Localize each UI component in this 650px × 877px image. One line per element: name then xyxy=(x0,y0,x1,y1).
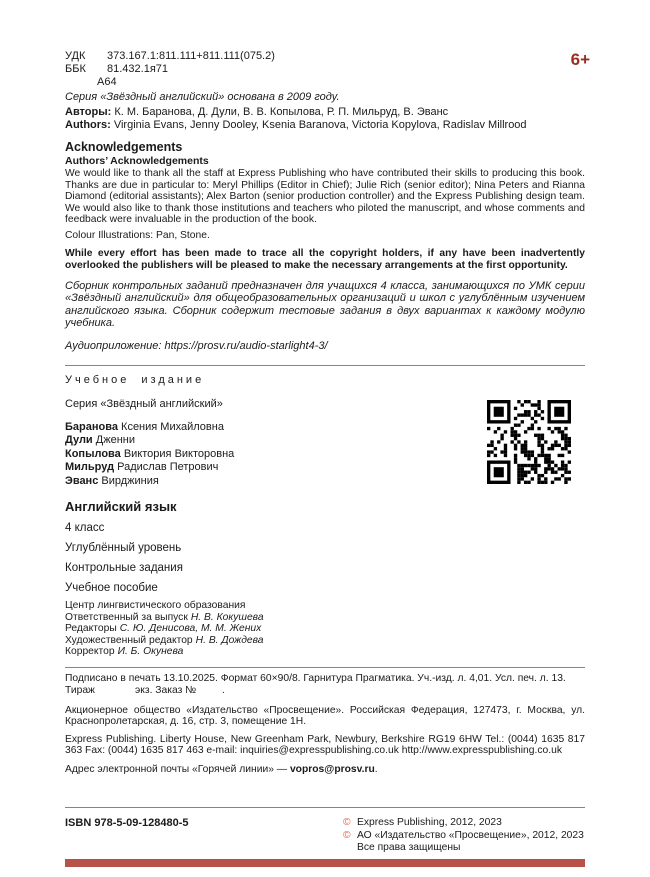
bbk-value: 81.432.1я71 xyxy=(107,63,169,75)
authors-en-label: Authors: xyxy=(65,119,111,131)
authors-ru-value: К. М. Баранова, Д. Дули, В. В. Копылова, Р. П. Мильруд, В. Эванс xyxy=(114,106,449,118)
copyright-text: Все права защищены xyxy=(357,842,461,854)
audio-app-label: Аудиоприложение: xyxy=(65,339,162,352)
book-subtitle: Контрольные задания xyxy=(65,562,183,574)
copyright-symbol xyxy=(343,842,357,855)
udk-label: УДК xyxy=(65,50,86,62)
book-title: Английский язык xyxy=(65,499,177,514)
staff-credit-line xyxy=(65,612,585,624)
audio-app-url[interactable]: https://prosv.ru/audio-starlight4-3/ xyxy=(164,339,328,352)
credit-name: Н. В. Дождева xyxy=(195,634,264,646)
publisher-address-en: Express Publishing. Liberty House, New Greenham Park, Newbury, Berkshire RG19 6HW Tel.: (0044) 1635 817 363 Fax: (0044) 1635 817 463 e-mail: inquiries@expresspublishing.co.uk http://www.expresspublishing.co.uk xyxy=(65,733,585,757)
credit-name: И. Б. Окунева xyxy=(117,646,184,658)
age-rating-badge: 6+ xyxy=(570,50,590,69)
credit-role: Корректор xyxy=(65,646,115,658)
acknowledgements-title: Acknowledgements xyxy=(65,140,183,154)
colour-illustrations-line: Colour Illustrations: Pan, Stone. xyxy=(65,229,210,241)
hotline-prefix: Адрес электронной почты «Горячей линии» — xyxy=(65,763,290,775)
copyright-text: АО «Издательство «Просвещение», 2012, 2023 xyxy=(357,829,584,841)
staff-credit-line xyxy=(65,635,585,647)
author-surname: Мильруд xyxy=(65,461,115,473)
author-given-name: Виктория Викторовна xyxy=(123,447,235,460)
author-given-name: Ксения Михайловна xyxy=(121,420,224,433)
credit-name: С. Ю. Денисова, М. М. Жених xyxy=(119,623,262,635)
bottom-accent-bar xyxy=(65,859,585,867)
credit-role: Ответственный за выпуск xyxy=(65,611,188,623)
book-kind: Учебное пособие xyxy=(65,582,158,594)
qr-code xyxy=(487,400,571,484)
copyright-symbol: © xyxy=(343,829,351,841)
credit-role: Редакторы xyxy=(65,623,117,635)
copyright-line xyxy=(343,817,585,830)
audio-app-line xyxy=(65,340,585,353)
acknowledgements-subtitle: Authors’ Acknowledgements xyxy=(65,155,209,167)
book-level: Углублённый уровень xyxy=(65,542,182,554)
author-surname: Эванс xyxy=(65,474,99,487)
hotline-suffix: . xyxy=(374,763,378,775)
copyright-symbol: © xyxy=(343,817,351,829)
udk-value: 373.167.1:811.111+811.111(075.2) xyxy=(107,50,275,62)
author-given-name: Дженни xyxy=(95,434,135,446)
footer-block xyxy=(65,807,585,855)
edition-series-line: Серия «Звёздный английский» xyxy=(65,397,223,410)
author-given-name: Радислав Петрович xyxy=(117,461,219,473)
author-surname: Дули xyxy=(65,434,93,446)
bbk-label: ББК xyxy=(65,63,86,75)
classification-code: А64 xyxy=(97,76,117,88)
tirazh-line: Тираж экз. Заказ № . xyxy=(65,684,225,696)
copyright-disclaimer: While every effort has been made to trace all the copyright holders, if any have been inadvertently overlooked the publishers will be pleased to make the necessary arrangements at the first opportunity. xyxy=(65,247,585,271)
book-grade: 4 класс xyxy=(65,522,105,534)
authors-en-value: Virginia Evans, Jenny Dooley, Ksenia Baranova, Victoria Kopylova, Radislav Millrood xyxy=(113,119,527,131)
staff-credit-line xyxy=(65,646,585,658)
publisher-address-ru: Акционерное общество «Издательство «Просвещение». Российская Федерация, 127473, г. Москва, ул. Краснопролетарская, д. 16, стр. 3, помещение 1Н. xyxy=(65,704,585,728)
edition-type-label: Учебное издание xyxy=(65,373,205,386)
section-divider-print xyxy=(65,667,585,668)
print-info-block xyxy=(65,673,585,697)
section-divider-top xyxy=(65,365,585,366)
hotline-email[interactable]: vopros@prosv.ru xyxy=(289,763,375,775)
authors-ru-label: Авторы: xyxy=(65,106,112,118)
credit-name: Н. В. Кокушева xyxy=(190,611,264,623)
staff-credit-line xyxy=(65,600,585,612)
authors-block xyxy=(65,106,585,132)
isbn-line: ISBN 978-5-09-128480-5 xyxy=(65,817,189,830)
copyright-text: Express Publishing, 2012, 2023 xyxy=(357,817,502,829)
print-info-line: Подписано в печать 13.10.2025. Формат 60×90/8. Гарнитура Прагматика. Уч.-изд. л. 4,01. Усл. печ. л. 13. xyxy=(65,672,566,684)
author-given-name: Вирджиния xyxy=(101,474,159,487)
copyright-line xyxy=(343,830,585,843)
author-surname: Баранова xyxy=(65,420,118,433)
hotline-line xyxy=(65,764,585,776)
edition-section xyxy=(65,374,585,658)
bbk-line xyxy=(65,63,585,76)
author-surname: Копылова xyxy=(65,447,121,460)
authors-ru-line xyxy=(65,106,585,119)
staff-credits-list xyxy=(65,600,585,658)
acknowledgements-body: We would like to thank all the staff at Express Publishing who have contributed their skills to producing this book. Thanks are due in particular to: Meryl Phillips (Editor in Chief); Julie Rich (senior editor); Nina Peters and Rianna Diamond (editorial assistants); Alex Barton (senior production controller) and the Express Publishing design team. We would also like to thank those institutions and teachers who piloted the manuscript, and whose comments and feedback were invaluable in the production of the book. xyxy=(65,168,585,225)
staff-credit-line xyxy=(65,623,585,635)
credit-role: Художественный редактор xyxy=(65,634,193,646)
udk-line xyxy=(65,50,585,63)
credit-role: Центр лингвистического образования xyxy=(65,600,246,611)
annotation-paragraph: Сборник контрольных заданий предназначен для учащихся 4 класса, занимающихся по УМК серии «Звёздный английский» для общеобразовательных организаций и школ с углублённым изучением английского языка. Сборник содержит тестовые задания в двух вариантах к каждому модулю учебника. xyxy=(65,279,585,329)
series-founding-note: Серия «Звёздный английский» основана в 2009 году. xyxy=(65,91,340,103)
copyright-list xyxy=(343,817,585,855)
copyright-line xyxy=(343,842,585,855)
authors-en-line xyxy=(65,119,585,132)
